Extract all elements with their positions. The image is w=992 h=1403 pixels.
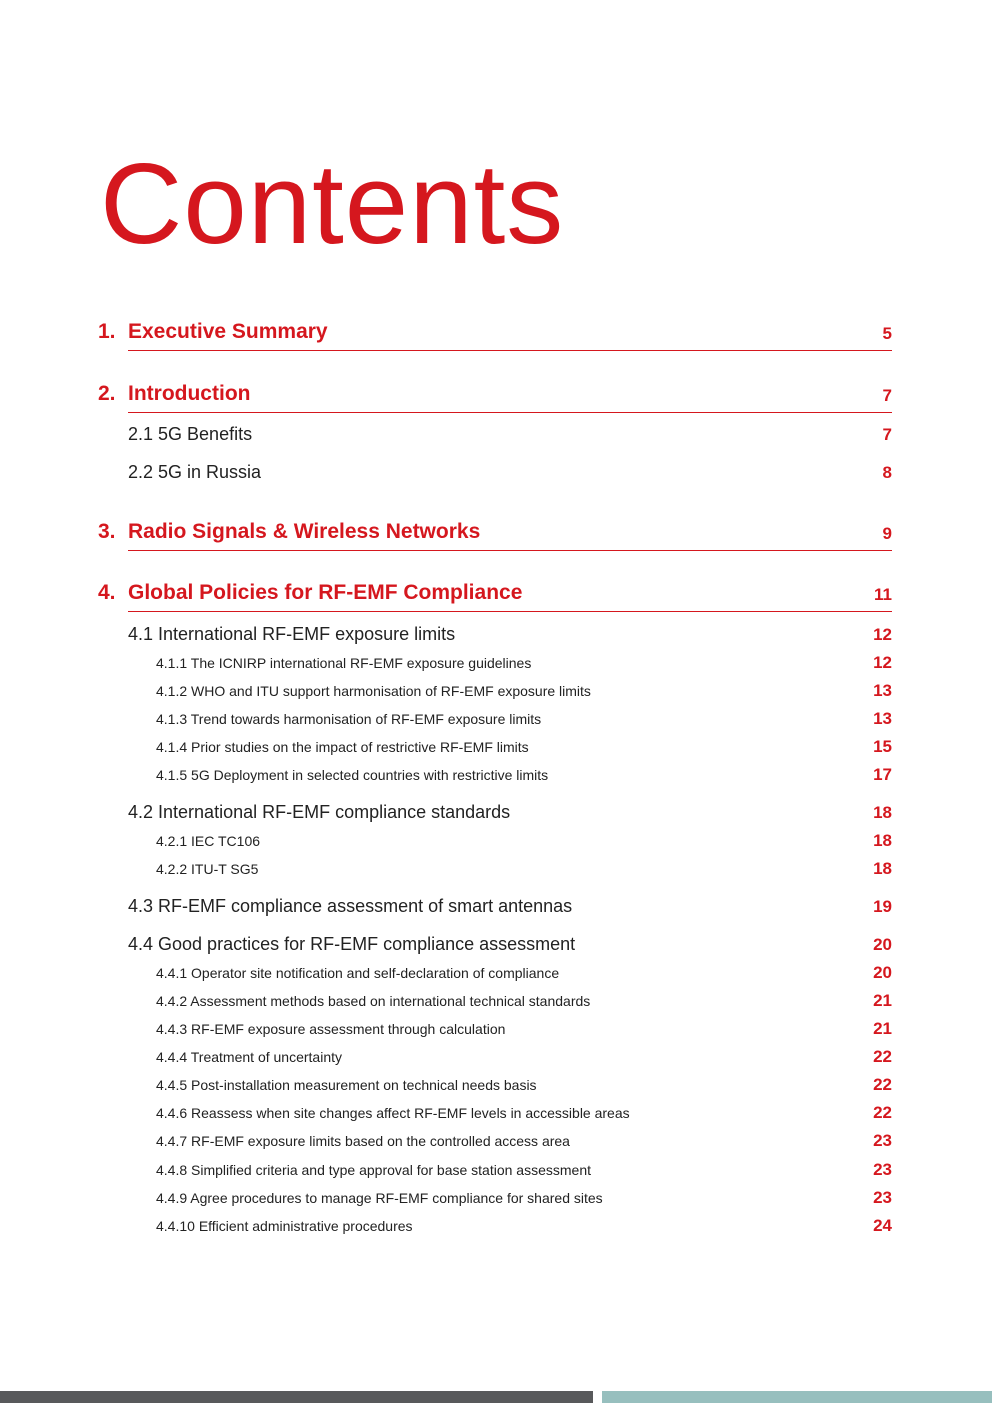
page-number: 11	[874, 585, 892, 604]
page-number: 19	[873, 897, 892, 916]
section-number: 2.	[98, 382, 116, 405]
entry-title: 4.4.5 Post-installation measurement on technical needs basis	[156, 1077, 537, 1093]
page-number: 7	[882, 386, 892, 405]
entry-title: 4.1 International RF-EMF exposure limits	[128, 624, 456, 644]
entry-title: 4.4 Good practices for RF-EMF compliance assessment	[128, 934, 576, 954]
entry-title: 4.4.10 Efficient administrative procedures	[156, 1218, 413, 1234]
entry-title: 4.1.5 5G Deployment in selected countries with restrictive limits	[156, 767, 549, 783]
page-number: 22	[873, 1075, 892, 1094]
page-number: 24	[873, 1216, 892, 1235]
entry-title: 4.1.2 WHO and ITU support harmonisation of RF-EMF exposure limits	[156, 683, 591, 699]
page-title: Contents	[100, 141, 565, 268]
page-number: 20	[873, 935, 892, 954]
section-divider	[128, 412, 892, 413]
page-number: 18	[873, 803, 892, 822]
page-number: 9	[882, 524, 892, 543]
section-number: 3.	[98, 520, 116, 543]
page-number: 21	[873, 991, 892, 1010]
page-number: 5	[882, 324, 892, 343]
entry-title: 4.4.3 RF-EMF exposure assessment through calculation	[156, 1021, 506, 1037]
page-number: 13	[873, 709, 892, 728]
footer-bar-dark	[0, 1391, 593, 1403]
entry-title: 4.4.7 RF-EMF exposure limits based on the controlled access area	[156, 1133, 570, 1149]
section-title: Introduction	[128, 382, 251, 405]
entry-title: 4.4.2 Assessment methods based on international technical standards	[156, 993, 591, 1009]
entry-title: 4.4.1 Operator site notification and self-declaration of compliance	[156, 965, 560, 981]
page-number: 13	[873, 681, 892, 700]
section-title: Radio Signals & Wireless Networks	[128, 520, 481, 543]
entry-title: 4.3 RF-EMF compliance assessment of smart antennas	[128, 896, 573, 916]
section-divider	[128, 350, 892, 351]
section-number: 1.	[98, 320, 116, 343]
entry-title: 2.2 5G in Russia	[128, 462, 262, 482]
entry-title: 4.2 International RF-EMF compliance standards	[128, 802, 511, 822]
page-number: 18	[873, 831, 892, 850]
entry-title: 2.1 5G Benefits	[128, 424, 253, 444]
page-number: 22	[873, 1047, 892, 1066]
page-number: 18	[873, 859, 892, 878]
entry-title: 4.1.4 Prior studies on the impact of restrictive RF-EMF limits	[156, 739, 529, 755]
section-number: 4.	[98, 581, 116, 604]
page-number: 21	[873, 1019, 892, 1038]
page-number: 23	[873, 1131, 892, 1150]
section-title: Executive Summary	[128, 320, 328, 343]
page-number: 20	[873, 963, 892, 982]
entry-title: 4.2.1 IEC TC106	[156, 833, 261, 849]
page-number: 7	[882, 425, 892, 444]
page-number: 22	[873, 1103, 892, 1122]
page-number: 23	[873, 1160, 892, 1179]
footer-bar-teal	[602, 1391, 992, 1403]
entry-title: 4.4.9 Agree procedures to manage RF-EMF compliance for shared sites	[156, 1190, 603, 1206]
page-number: 8	[882, 463, 892, 482]
entry-title: 4.1.1 The ICNIRP international RF-EMF exposure guidelines	[156, 655, 532, 671]
page-number: 12	[873, 625, 892, 644]
page-number: 15	[873, 737, 892, 756]
entry-title: 4.4.4 Treatment of uncertainty	[156, 1049, 342, 1065]
page-number: 12	[873, 653, 892, 672]
entry-title: 4.1.3 Trend towards harmonisation of RF-EMF exposure limits	[156, 711, 542, 727]
section-divider	[128, 611, 892, 612]
entry-title: 4.4.6 Reassess when site changes affect RF-EMF levels in accessible areas	[156, 1105, 630, 1121]
entry-title: 4.4.8 Simplified criteria and type approval for base station assessment	[156, 1162, 592, 1178]
page-number: 23	[873, 1188, 892, 1207]
entry-title: 4.2.2 ITU-T SG5	[156, 861, 259, 877]
page-number: 17	[873, 765, 892, 784]
section-divider	[128, 550, 892, 551]
section-title: Global Policies for RF-EMF Compliance	[128, 581, 523, 604]
